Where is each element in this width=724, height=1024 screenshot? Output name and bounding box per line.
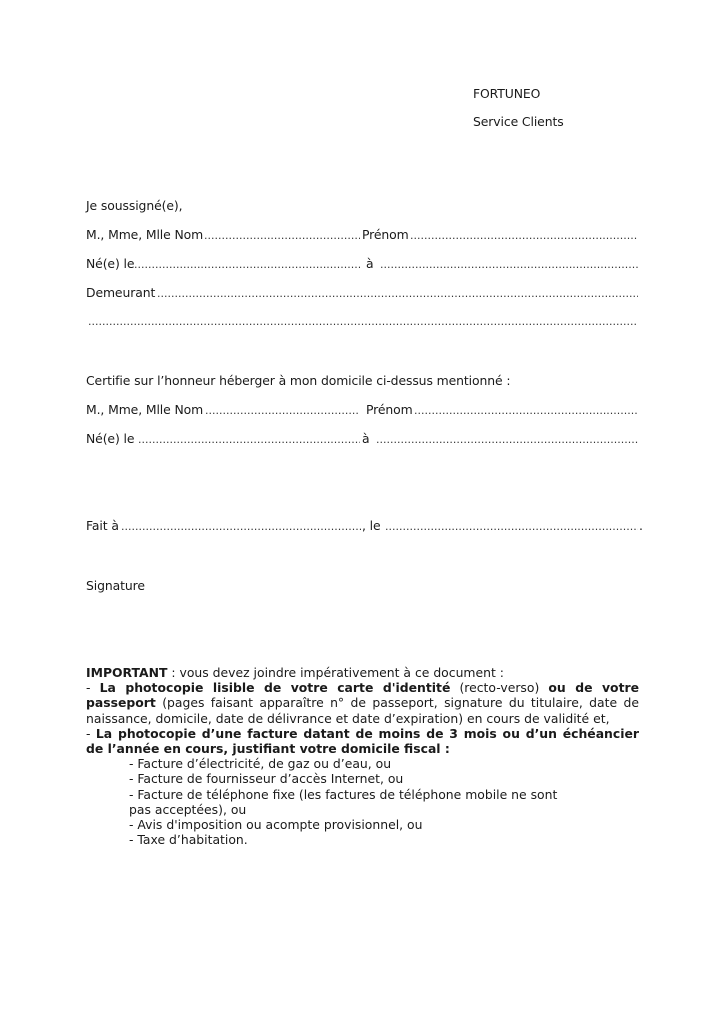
place-field[interactable] [121,520,361,533]
date-field[interactable] [385,520,638,533]
list-item: - Facture de téléphone fixe (les factures de téléphone mobile ne sont pas acceptées), ou [129,786,558,817]
hosted-firstname-field[interactable] [414,404,638,417]
list-item: - Facture de fournisseur d’accès Internet, ou [129,771,404,787]
list-item: - Taxe d’habitation. [129,832,248,848]
declarant-birthdate-field[interactable] [134,258,360,271]
declarant-name-label: M., Mme, Mlle Nom [86,227,204,242]
important-intro: IMPORTANT : vous devez joindre impérativement à ce document : [86,665,504,680]
hosted-birthdate-field[interactable] [138,433,360,446]
date-end-mark: . [639,518,643,533]
requirement-proof-of-address: - La photocopie d’une facture datant de moins de 3 mois ou d’un échéancier de l’année en cours, justifiant votre domicile fiscal : [86,725,639,757]
declarant-firstname-field[interactable] [410,229,638,242]
recipient-company: FORTUNEO [473,86,541,101]
list-item: - Facture d’électricité, de gaz ou d’eau, ou [129,756,392,772]
hosted-intro: Certifie sur l’honneur héberger à mon domicile ci-dessus mentionné : [86,373,511,388]
hosted-birthplace-label: à [362,431,370,446]
date-label: , le [362,518,381,533]
place-label: Fait à [86,518,119,533]
recipient-department: Service Clients [473,114,564,129]
declarant-intro: Je soussigné(e), [86,198,183,213]
important-title: IMPORTANT [86,665,168,680]
signature-label: Signature [86,578,145,593]
declarant-address-field[interactable] [157,287,638,300]
important-notice [86,665,639,847]
hosted-name-field[interactable] [205,404,359,417]
declarant-firstname-label: Prénom [362,227,409,242]
declarant-name-field[interactable] [204,229,360,242]
declarant-address-field-line2[interactable] [88,315,638,328]
declarant-birthplace-field[interactable] [380,258,638,271]
hosted-birthplace-field[interactable] [376,433,638,446]
declarant-address-label: Demeurant [86,285,156,300]
declarant-birthplace-label: à [366,256,374,271]
hosted-birth-label: Né(e) le [86,431,135,446]
requirement-id-document: - La photocopie lisible de votre carte d'identité (recto-verso) ou de votre passeport (pages faisant apparaître n° de passeport, signature du titulaire, date de naissance, domicile, date de délivrance et date d’expiration) en cours de validité et, [86,680,640,726]
hosted-name-label: M., Mme, Mlle Nom [86,402,204,417]
hosted-firstname-label: Prénom [366,402,413,417]
list-item: - Avis d'imposition ou acompte provisionnel, ou [129,817,423,833]
declarant-birth-label: Né(e) le [86,256,135,271]
